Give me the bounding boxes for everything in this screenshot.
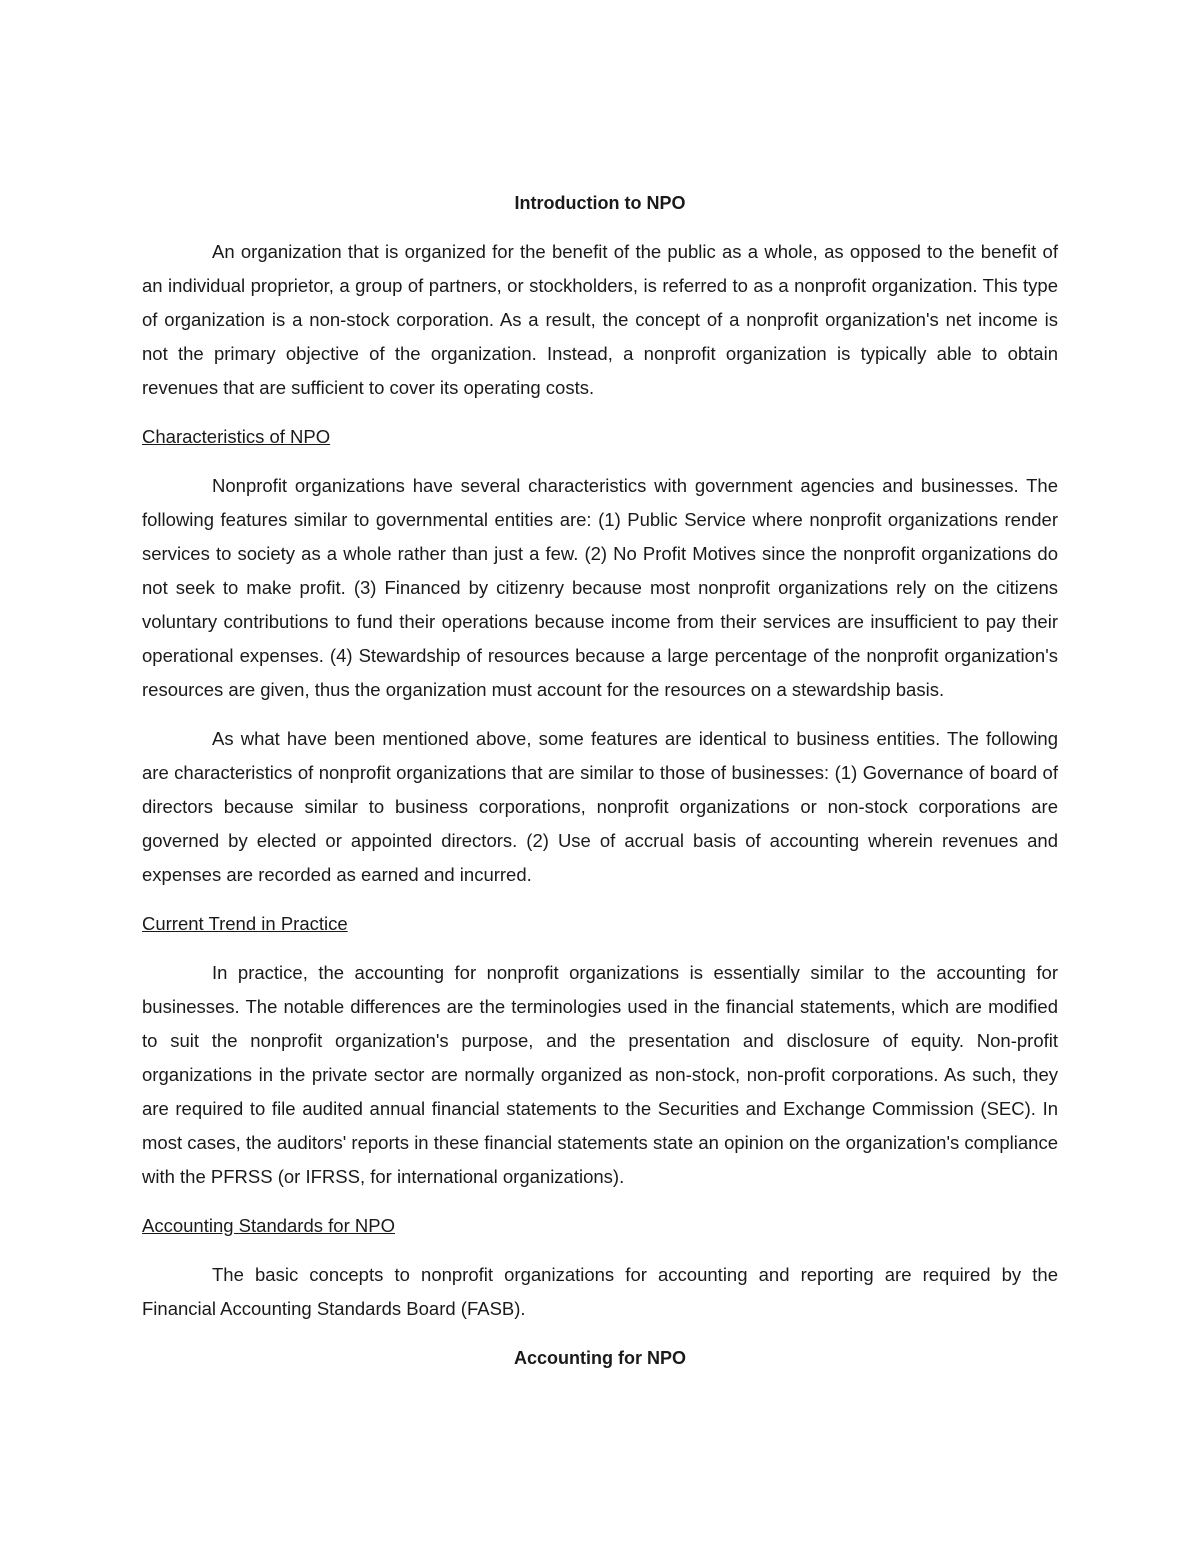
section-heading-characteristics: Characteristics of NPO bbox=[142, 426, 331, 447]
document-title: Introduction to NPO bbox=[514, 193, 686, 213]
characteristics-paragraph-1: Nonprofit organizations have several characteristics with government agencies and businesses. The following features similar to governmental entities are: (1) Public Service where nonprofit organizations render services to society as a whole rather than just a few. (2) No Profit Motives since the nonprofit organizations do not seek to make profit. (3) Financed by citizenry because most nonprofit organizations rely on the citizens voluntary contributions to fund their operations because income from their services are insufficient to pay their operational expenses. (4) Stewardship of resources because a large percentage of the nonprofit organization's resources are given, thus the organization must account for the resources on a stewardship basis. bbox=[142, 475, 1058, 700]
intro-paragraph: An organization that is organized for the benefit of the public as a whole, as opposed to the benefit of an individual proprietor, a group of partners, or stockholders, is referred to as a nonprofit organization. This type of organization is a non-stock corporation. As a result, the concept of a nonprofit organization's net income is not the primary objective of the organization. Instead, a nonprofit organization is typically able to obtain revenues that are sufficient to cover its operating costs. bbox=[142, 241, 1058, 398]
document-page bbox=[142, 186, 1058, 1375]
current-trend-paragraph: In practice, the accounting for nonprofit organizations is essentially similar to the accounting for businesses. The notable differences are the terminologies used in the financial statements, which are modified to suit the nonprofit organization's purpose, and the presentation and disclosure of equity. Non-profit organizations in the private sector are normally organized as non-stock, non-profit corporations. As such, they are required to file audited annual financial statements to the Securities and Exchange Commission (SEC). In most cases, the auditors' reports in these financial statements state an opinion on the organization's compliance with the PFRSS (or IFRSS, for international organizations). bbox=[142, 962, 1058, 1187]
accounting-standards-paragraph: The basic concepts to nonprofit organizations for accounting and reporting are required by the Financial Accounting Standards Board (FASB). bbox=[142, 1264, 1058, 1319]
characteristics-paragraph-2: As what have been mentioned above, some features are identical to business entities. The following are characteristics of nonprofit organizations that are similar to those of businesses: (1) Governance of board of directors because similar to business corporations, nonprofit organizations or non-stock corporations are governed by elected or appointed directors. (2) Use of accrual basis of accounting wherein revenues and expenses are recorded as earned and incurred. bbox=[142, 728, 1058, 885]
section-heading-current-trend: Current Trend in Practice bbox=[142, 913, 348, 934]
closing-title: Accounting for NPO bbox=[514, 1348, 686, 1368]
section-heading-accounting-standards: Accounting Standards for NPO bbox=[142, 1215, 395, 1236]
